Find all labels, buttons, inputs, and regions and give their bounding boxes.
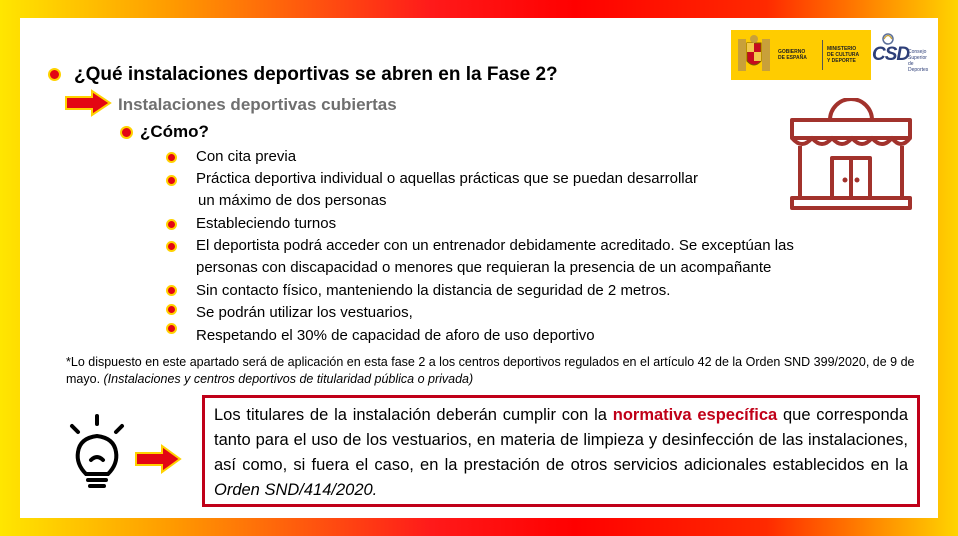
bullet-icon: [120, 126, 133, 139]
ministry-line1: MINISTERIO: [827, 46, 857, 52]
gov-line1: GOBIERNO: [778, 49, 806, 55]
list-item: Estableciendo turnos: [196, 215, 337, 232]
footnote-text: *Lo dispuesto en este apartado será de aplicación en esta fase 2 a los centros deportivos regulados en el artículo 42 de la Orden SND 399/2020, de 9 de mayo.: [66, 355, 915, 386]
lightbulb-icon: [66, 414, 128, 494]
list-item-line: personas con discapacidad o menores que requieran la presencia de un acompañante: [196, 259, 772, 276]
callout-text: que corresponda tanto para el uso de los vestuarios, en materia de limpieza y desinfección de las instalaciones, así como, si fuera el caso, en la prestación de otros servicios adicionales establecidos en la: [214, 406, 909, 474]
csd-mark: CSD: [872, 44, 910, 65]
coat-of-arms-icon: [734, 33, 774, 77]
ministry-line2: DE CULTURA: [827, 52, 860, 58]
csd-line3: Deportes: [908, 67, 929, 73]
list-item: Respetando el 30% de capacidad de aforo de uso deportivo: [196, 327, 595, 344]
building-icon: [788, 98, 914, 210]
csd-logo: [872, 30, 932, 80]
callout-box: [202, 395, 920, 507]
bullet-icon: [166, 241, 177, 252]
csd-line1: Consejo: [908, 49, 927, 55]
csd-line2: Superior de: [908, 55, 927, 67]
list-item: Sin contacto físico, manteniendo la distancia de seguridad de 2 metros.: [196, 282, 671, 299]
section-subtitle: Instalaciones deportivas cubiertas: [118, 95, 397, 114]
list-item-line: un máximo de dos personas: [198, 192, 387, 209]
callout-italic: Orden SND/414/2020.: [214, 481, 378, 499]
list-item-line: Práctica deportiva individual o aquellas prácticas que se puedan desarrollar: [196, 170, 698, 187]
gov-line2: DE ESPAÑA: [778, 55, 807, 61]
arrow-right-icon: [64, 89, 112, 117]
question-heading: ¿Cómo?: [140, 122, 209, 141]
callout-text: Los titulares de la instalación deberán cumplir con la: [214, 406, 613, 424]
list-item: [196, 168, 816, 212]
footnote-italic: (Instalaciones y centros deportivos de titularidad pública o privada): [103, 372, 474, 386]
list-item: Se podrán utilizar los vestuarios,: [196, 304, 413, 321]
list-item: Con cita previa: [196, 148, 297, 165]
list-item: [196, 235, 896, 279]
arrow-right-icon: [134, 444, 182, 474]
bullet-icon: [166, 219, 177, 230]
list-item-line: El deportista podrá acceder con un entrenador debidamente acreditado. Se exceptúan las: [196, 237, 794, 254]
government-logo: [731, 30, 871, 80]
bullet-icon: [166, 175, 177, 186]
footnote: [66, 354, 926, 388]
callout-highlight: normativa específica: [612, 406, 778, 424]
bullet-icon: [48, 68, 61, 81]
bullet-icon: [166, 323, 177, 334]
bullet-icon: [166, 304, 177, 315]
slide: [20, 18, 938, 518]
ministry-line3: Y DEPORTE: [827, 58, 856, 64]
bullet-icon: [166, 285, 177, 296]
page-title: ¿Qué instalaciones deportivas se abren en la Fase 2?: [74, 64, 558, 85]
bullet-icon: [166, 152, 177, 163]
